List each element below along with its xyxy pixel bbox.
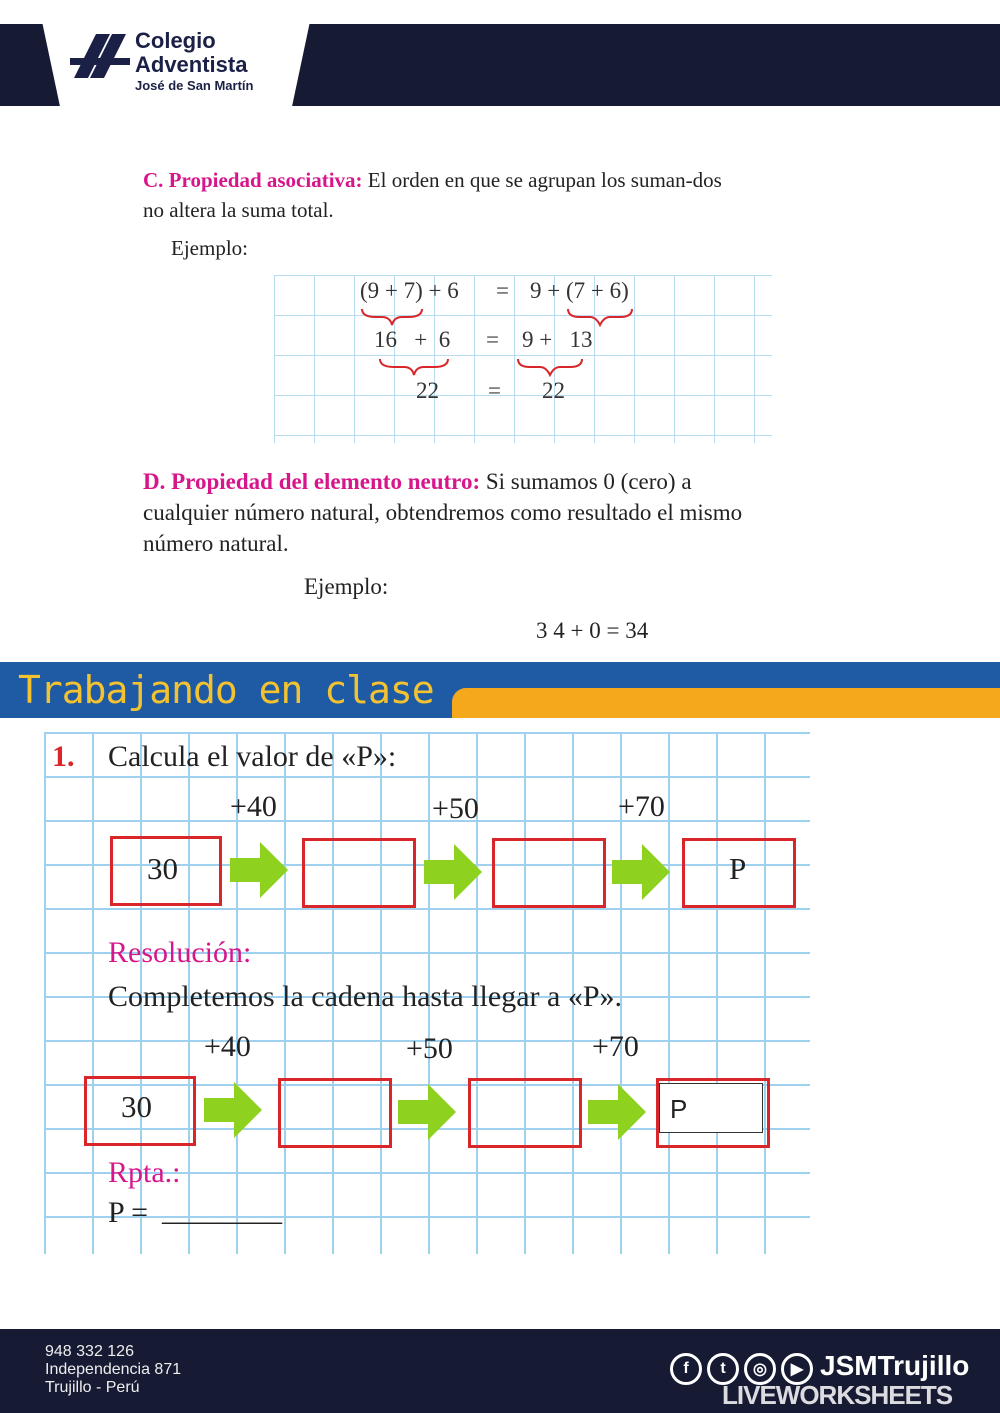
row3-left: 22 bbox=[416, 378, 439, 403]
chain2-box-3 bbox=[468, 1078, 582, 1148]
grouping-braces bbox=[274, 275, 772, 443]
row3-equals: = bbox=[488, 378, 501, 403]
associative-example-grid bbox=[274, 275, 772, 443]
resolution-text: Completemos la cadena hasta llegar a «P». bbox=[108, 980, 622, 1013]
section-d-text-2: cualquier número natural, obtendremos como resultado el mismo bbox=[143, 500, 743, 525]
chain2-box-start bbox=[84, 1076, 196, 1146]
section-d-title: Propiedad del elemento neutro: bbox=[171, 469, 481, 494]
answer-prefix: P = bbox=[108, 1196, 148, 1229]
chain2-op-2: +50 bbox=[406, 1032, 453, 1065]
section-c-letter: C. bbox=[143, 168, 164, 192]
banner-accent bbox=[452, 688, 1000, 718]
twitter-icon[interactable]: t bbox=[707, 1353, 739, 1385]
chain1-box-2 bbox=[302, 838, 416, 908]
chain1-start-value: 30 bbox=[147, 851, 178, 886]
chain1-op-2: +50 bbox=[432, 792, 479, 825]
row1-equals: = bbox=[496, 278, 509, 303]
chain2-start-value: 30 bbox=[121, 1089, 152, 1124]
section-d-example-label: Ejemplo: bbox=[304, 574, 389, 599]
row1-left: (9 + 7) + 6 bbox=[360, 278, 459, 303]
chain2-box-end bbox=[656, 1078, 770, 1148]
footer-city: Trujillo - Perú bbox=[45, 1379, 140, 1396]
school-logo bbox=[40, 12, 312, 116]
section-c-paragraph bbox=[143, 165, 863, 225]
chain1-arrow-2-icon bbox=[424, 844, 482, 900]
chain2-arrow-3-icon bbox=[588, 1084, 646, 1140]
liveworksheets-watermark: LIVEWORKSHEETS bbox=[722, 1380, 953, 1410]
chain1-box-3 bbox=[492, 838, 606, 908]
banner-title: Trabajando en clase bbox=[18, 668, 434, 712]
youtube-icon[interactable]: ▶ bbox=[781, 1353, 813, 1385]
chain2-op-3: +70 bbox=[592, 1030, 639, 1063]
chain1-op-1: +40 bbox=[230, 790, 277, 823]
section-c-title: Propiedad asociativa: bbox=[168, 168, 363, 192]
row3-right: 22 bbox=[542, 378, 565, 403]
exercise-number: 1. bbox=[52, 740, 75, 773]
footer-phone: 948 332 126 bbox=[45, 1343, 134, 1360]
exercise-prompt: Calcula el valor de «P»: bbox=[108, 740, 397, 773]
row2-right: 9 + 13 bbox=[522, 327, 593, 352]
section-d-paragraph bbox=[143, 466, 883, 559]
section-d-text-1: Si sumamos 0 (cero) a bbox=[485, 469, 692, 494]
p-answer-input[interactable]: P bbox=[659, 1083, 763, 1133]
logo-line-3: José de San Martín bbox=[135, 78, 254, 93]
chain1-box-start bbox=[110, 836, 222, 906]
footer-handle: JSMTrujillo bbox=[820, 1350, 970, 1381]
chain1-arrow-1-icon bbox=[230, 842, 288, 898]
logo-line-2: Adventista bbox=[135, 52, 248, 77]
chain1-box-end bbox=[682, 838, 796, 908]
chain1-arrow-3-icon bbox=[612, 844, 670, 900]
instagram-icon[interactable]: ◎ bbox=[744, 1353, 776, 1385]
row2-left: 16 + 6 bbox=[374, 327, 451, 352]
exercise-grid bbox=[44, 732, 810, 1254]
footer-address: Independencia 871 bbox=[45, 1361, 182, 1378]
section-c-example-label: Ejemplo: bbox=[171, 236, 248, 260]
row2-equals: = bbox=[486, 327, 499, 352]
chain2-arrow-1-icon bbox=[204, 1082, 262, 1138]
row1-right: 9 + (7 + 6) bbox=[530, 278, 629, 303]
chain1-end-value: P bbox=[729, 851, 747, 886]
facebook-icon[interactable]: f bbox=[670, 1353, 702, 1385]
section-c-text-2: no altera la suma total. bbox=[143, 198, 334, 222]
chain1-op-3: +70 bbox=[618, 790, 665, 823]
section-d-example: 3 4 + 0 = 34 bbox=[536, 618, 649, 643]
answer-blank[interactable]: ________ bbox=[162, 1194, 282, 1227]
chain2-arrow-2-icon bbox=[398, 1084, 456, 1140]
section-d-letter: D. bbox=[143, 469, 166, 494]
chain2-box-2 bbox=[278, 1078, 392, 1148]
logo-line-1: Colegio bbox=[135, 28, 216, 53]
answer-label: Rpta.: bbox=[108, 1156, 181, 1189]
resolution-label: Resolución: bbox=[108, 936, 252, 969]
chain2-op-1: +40 bbox=[204, 1030, 251, 1063]
section-d-text-3: número natural. bbox=[143, 531, 289, 556]
section-c-text-1: El orden en que se agrupan los suman-dos bbox=[367, 168, 722, 192]
